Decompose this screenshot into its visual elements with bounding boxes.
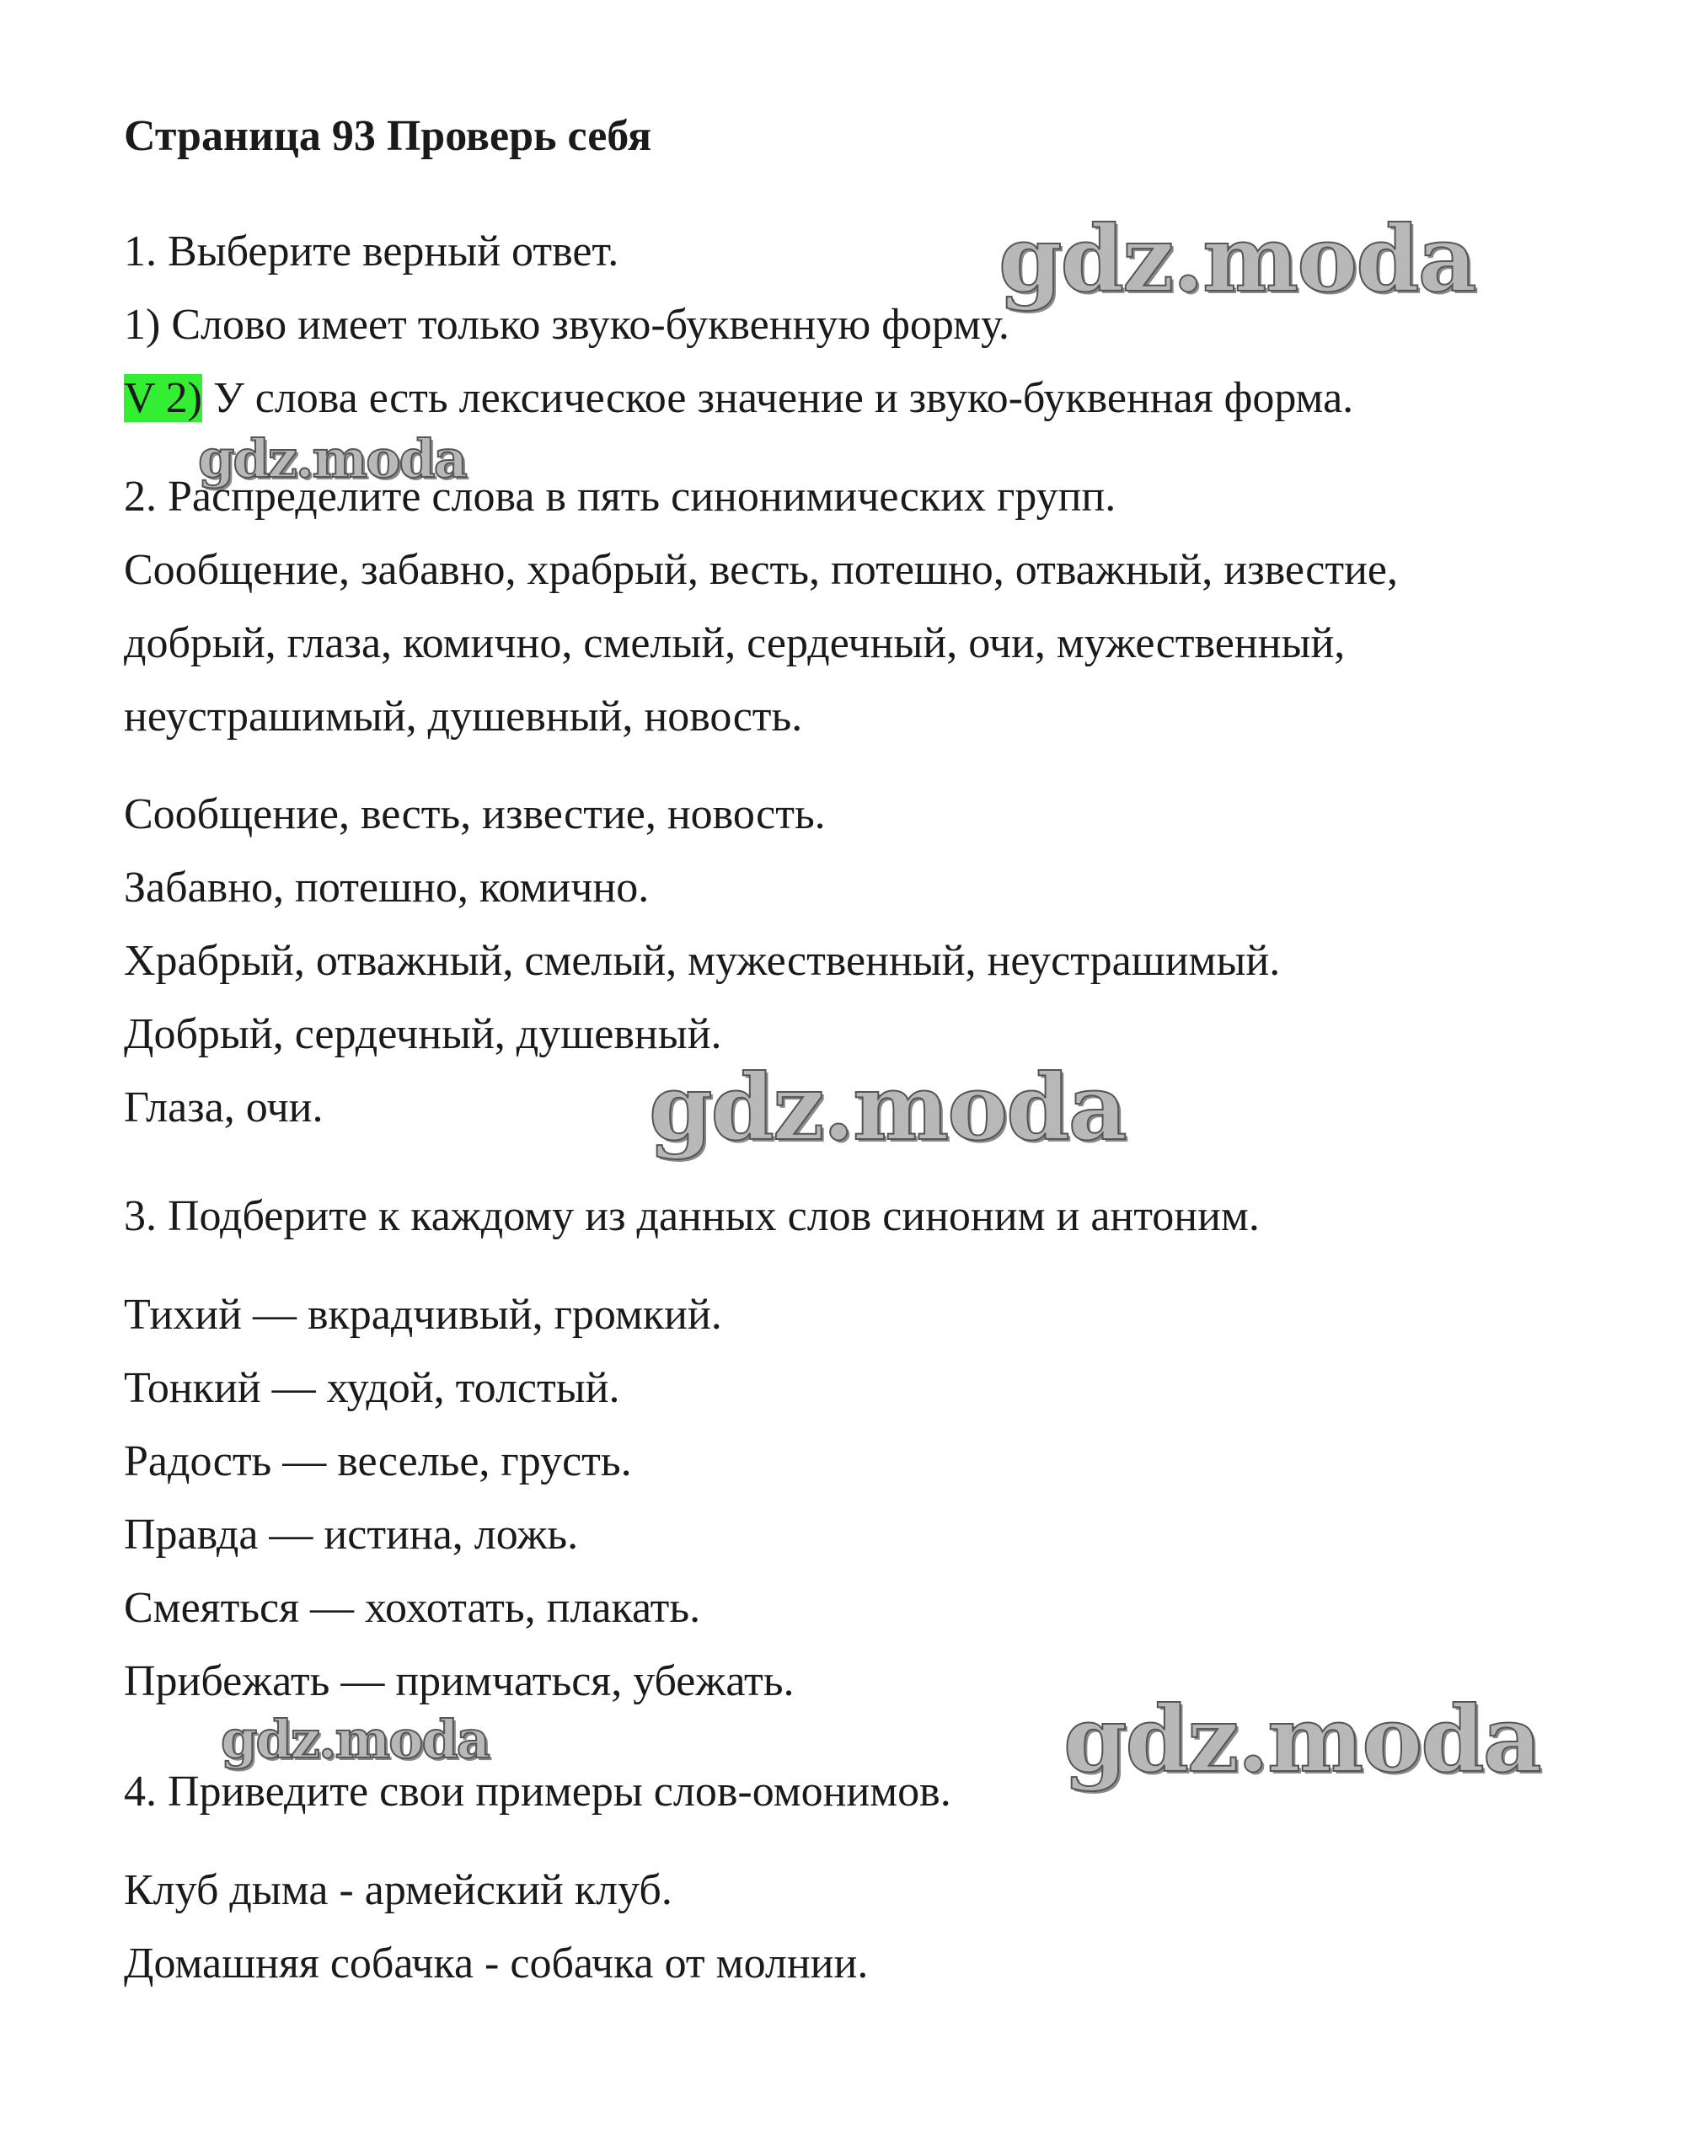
homonym-example: Домашняя собачка - собачка от молнии. xyxy=(124,1939,869,1987)
watermark: gdz.moda xyxy=(221,1709,489,1770)
watermark: gdz.moda xyxy=(198,428,466,490)
watermark: gdz.moda xyxy=(999,206,1475,313)
homonym-example: Клуб дыма - армейский клуб. xyxy=(124,1866,672,1914)
watermark: gdz.moda xyxy=(1063,1687,1540,1793)
task1-option-2 xyxy=(124,372,1353,425)
synonym-antonym-pair: Правда — истина, ложь. xyxy=(124,1511,579,1559)
synonym-group: Добрый, сердечный, душевный. xyxy=(124,1010,722,1058)
task3-heading: 3. Подберите к каждому из данных слов синоним и антоним. xyxy=(124,1192,1260,1240)
watermark: gdz.moda xyxy=(649,1055,1126,1161)
page-title: Страница 93 Проверь себя xyxy=(124,112,652,160)
task2-words-line: добрый, глаза, комично, смелый, сердечный, очи, мужественный, xyxy=(124,619,1346,667)
task1-option-2-text: У слова есть лексическое значение и звуко-буквенная форма. xyxy=(201,374,1354,422)
synonym-group: Сообщение, весть, известие, новость. xyxy=(124,790,826,838)
task2-heading: 2. Распределите слова в пять синонимических групп. xyxy=(124,473,1116,521)
synonym-group: Забавно, потешно, комично. xyxy=(124,864,650,912)
task1-option-1: 1) Слово имеет только звуко-буквенную форму. xyxy=(124,301,1009,349)
task1-heading: 1. Выберите верный ответ. xyxy=(124,227,619,276)
synonym-group: Храбрый, отважный, смелый, мужественный, неустрашимый. xyxy=(124,937,1281,985)
task2-words-line: неустрашимый, душевный, новость. xyxy=(124,693,803,741)
task2-words-line: Сообщение, забавно, храбрый, весть, потешно, отважный, известие, xyxy=(124,546,1399,594)
synonym-antonym-pair: Радость — веселье, грусть. xyxy=(124,1437,632,1485)
synonym-antonym-pair: Тихий — вкрадчивый, громкий. xyxy=(124,1291,722,1339)
synonym-antonym-pair: Смеяться — хохотать, плакать. xyxy=(124,1584,701,1632)
correct-answer-marker: V 2) xyxy=(124,374,202,422)
task4-heading: 4. Приведите свои примеры слов-омонимов. xyxy=(124,1768,951,1816)
synonym-group: Глаза, очи. xyxy=(124,1083,324,1131)
synonym-antonym-pair: Прибежать — примчаться, убежать. xyxy=(124,1657,795,1705)
synonym-antonym-pair: Тонкий — худой, толстый. xyxy=(124,1364,620,1412)
